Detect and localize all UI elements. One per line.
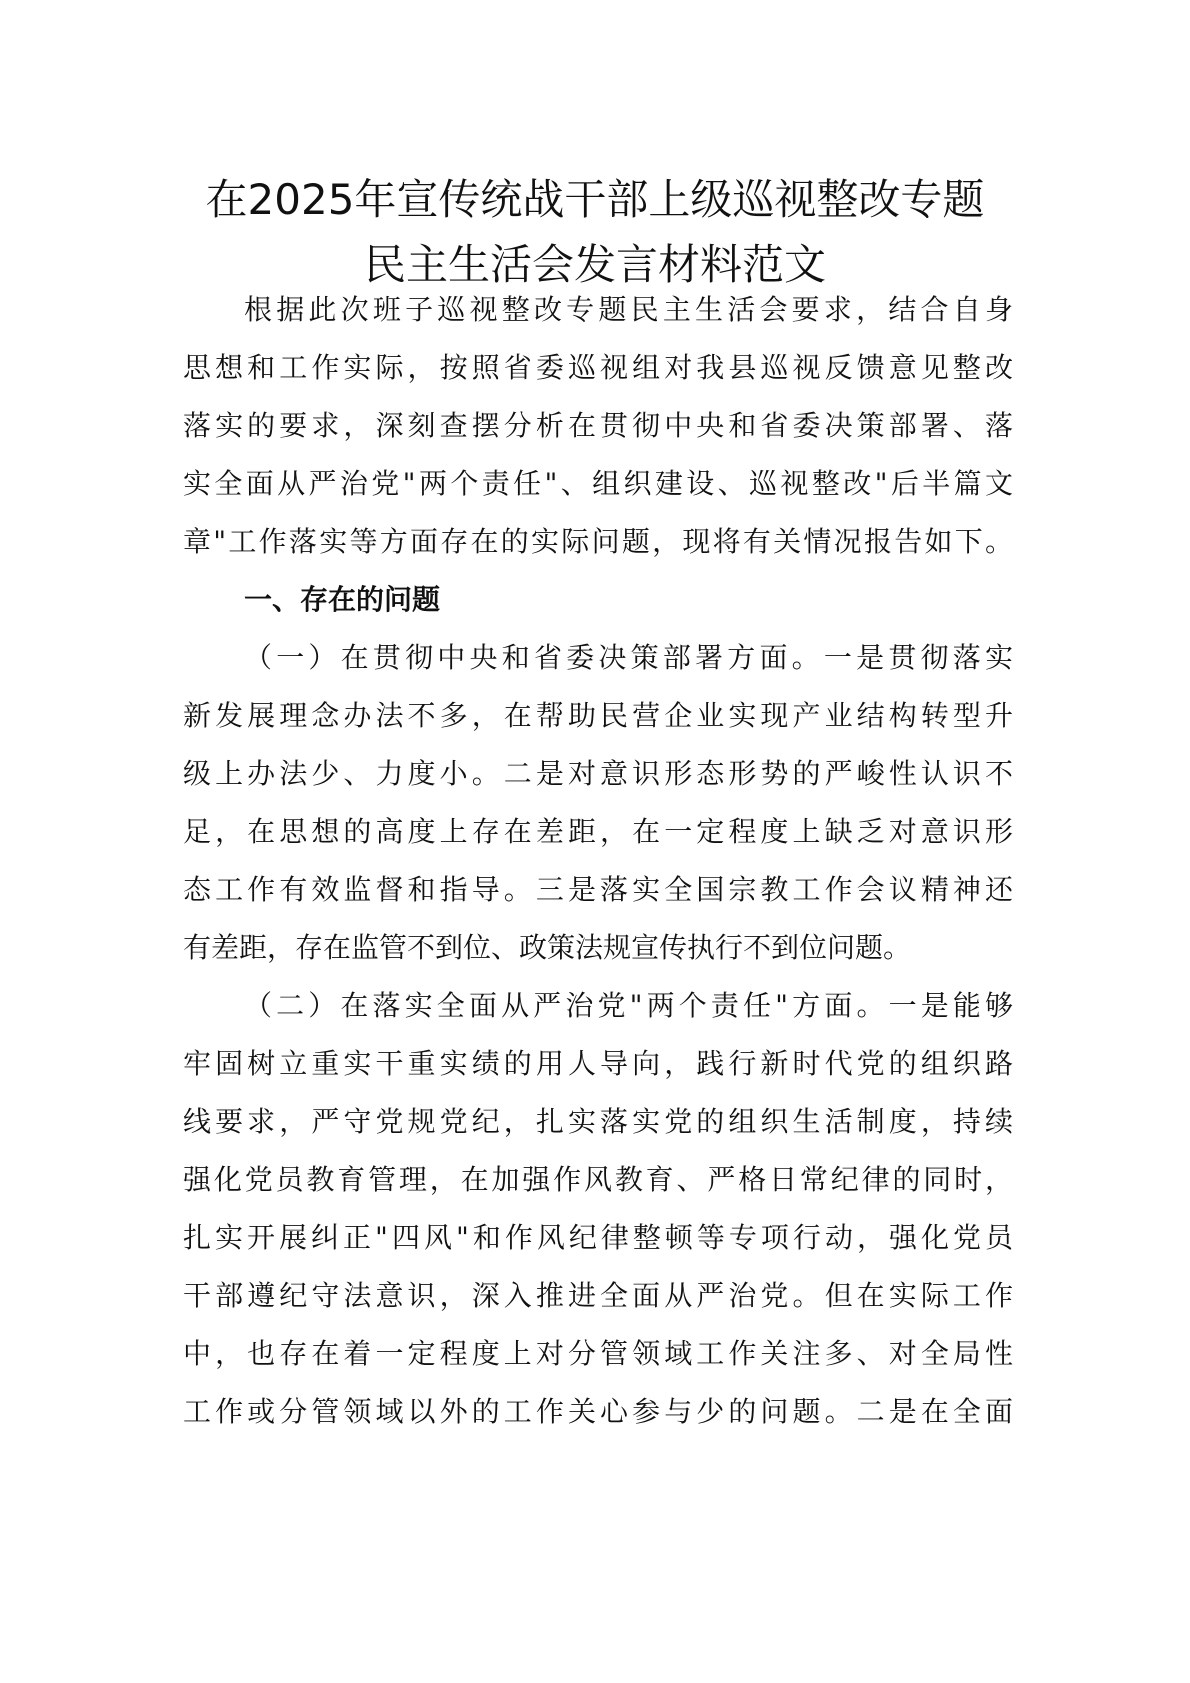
body-line: 章"工作落实等方面存在的实际问题，现将有关情况报告如下。 — [183, 525, 1013, 558]
section-heading: 一、存在的问题 — [244, 583, 441, 616]
body-line: 新发展理念办法不多，在帮助民营企业实现产业结构转型升 — [183, 699, 1013, 732]
body-line: 线要求，严守党规党纪，扎实落实党的组织生活制度，持续 — [183, 1105, 1013, 1138]
body-line: 思想和工作实际，按照省委巡视组对我县巡视反馈意见整改 — [183, 351, 1013, 384]
body-line: 有差距，存在监管不到位、政策法规宣传执行不到位问题。 — [183, 931, 912, 964]
body-line: 落实的要求，深刻查摆分析在贯彻中央和省委决策部署、落 — [183, 409, 1013, 442]
body-line: 根据此次班子巡视整改专题民主生活会要求，结合自身 — [244, 293, 1013, 326]
body-line: 扎实开展纠正"四风"和作风纪律整顿等专项行动，强化党员 — [183, 1221, 1013, 1254]
body-line: 牢固树立重实干重实绩的用人导向，践行新时代党的组织路 — [183, 1047, 1013, 1080]
document-title-line-2: 民主生活会发言材料范文 — [363, 240, 826, 289]
body-line: （一）在贯彻中央和省委决策部署方面。一是贯彻落实 — [244, 641, 1013, 674]
body-line: 干部遵纪守法意识，深入推进全面从严治党。但在实际工作 — [183, 1279, 1013, 1312]
body-line: 中，也存在着一定程度上对分管领域工作关注多、对全局性 — [183, 1337, 1013, 1370]
body-line: 级上办法少、力度小。二是对意识形态形势的严峻性认识不 — [183, 757, 1013, 790]
document-title-line-1: 在2025年宣传统战干部上级巡视整改专题 — [205, 175, 985, 224]
body-line: 足，在思想的高度上存在差距，在一定程度上缺乏对意识形 — [183, 815, 1013, 848]
body-line: 态工作有效监督和指导。三是落实全国宗教工作会议精神还 — [183, 873, 1013, 906]
body-line: 实全面从严治党"两个责任"、组织建设、巡视整改"后半篇文 — [183, 467, 1013, 500]
body-line: （二）在落实全面从严治党"两个责任"方面。一是能够 — [244, 989, 1013, 1022]
body-line: 强化党员教育管理，在加强作风教育、严格日常纪律的同时， — [183, 1163, 1013, 1196]
body-line: 工作或分管领域以外的工作关心参与少的问题。二是在全面 — [183, 1395, 1013, 1428]
